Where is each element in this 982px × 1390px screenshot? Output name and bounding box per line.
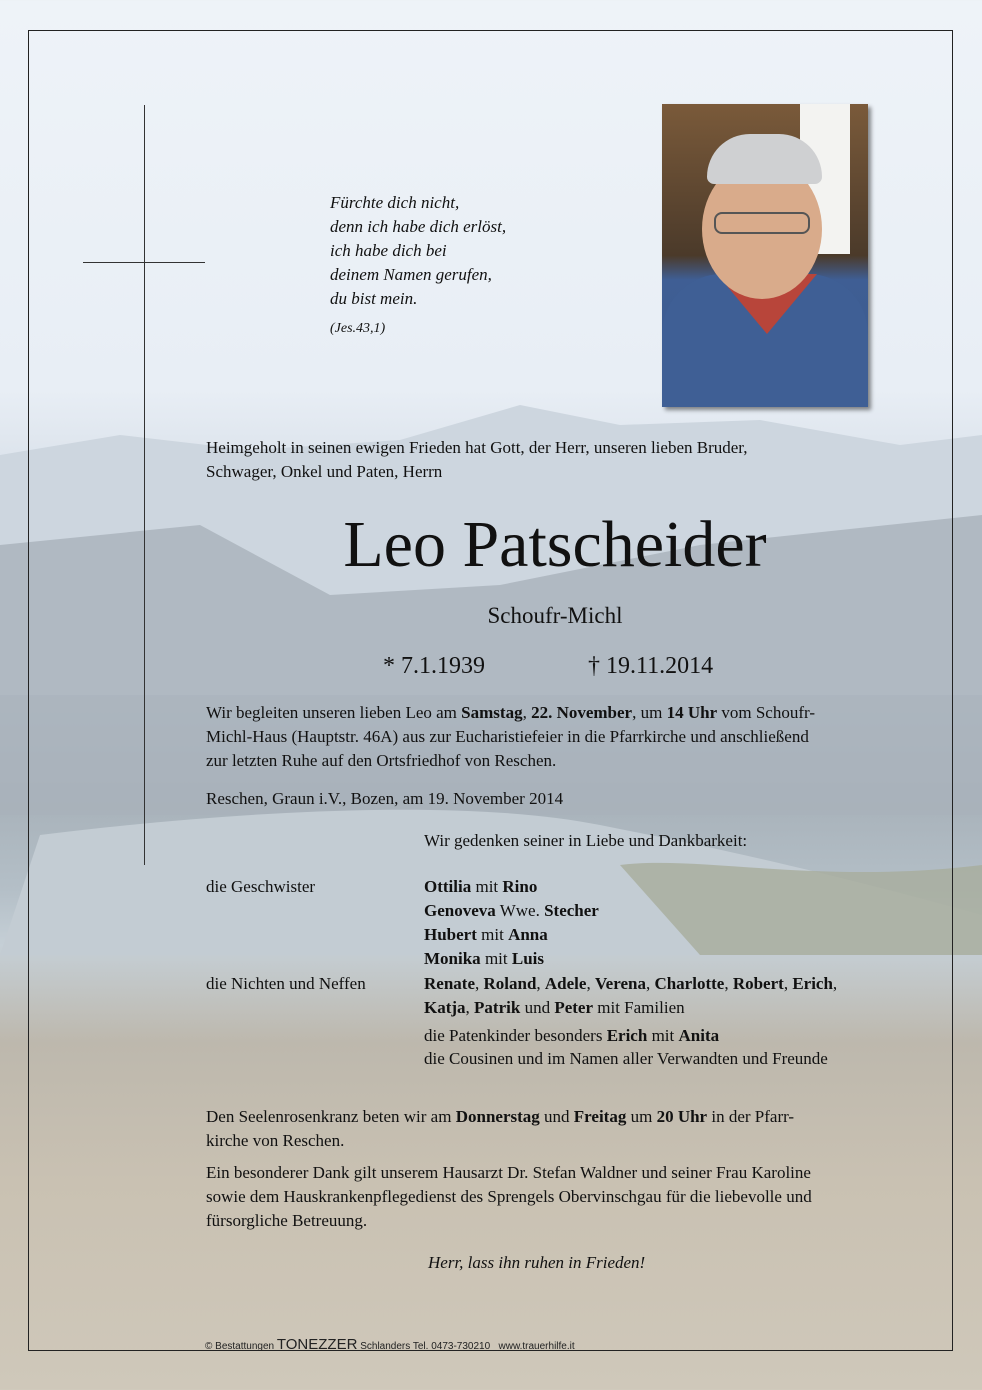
text-segment: , [465, 998, 475, 1017]
footer-brand: TONEZZER [276, 1336, 358, 1353]
text-segment: , [586, 974, 595, 993]
text-line [424, 996, 837, 1020]
text-segment: mit [647, 1026, 679, 1045]
quote-line: denn ich habe dich erlöst, [330, 217, 507, 236]
quote-line: du bist mein. [330, 289, 418, 308]
bold-text: Charlotte [654, 974, 725, 993]
text-segment: , [724, 974, 733, 993]
remembrance-line: Wir gedenken seiner in Liebe und Dankbarkeit: [424, 831, 748, 850]
text-segment: , [522, 703, 532, 722]
text-segment: , [832, 974, 838, 993]
text-segment: mit [480, 949, 512, 968]
text-segment: kirche von Reschen. [206, 1131, 345, 1150]
text-segment: und [539, 1107, 574, 1126]
cross-icon [144, 105, 145, 865]
text-segment: , [645, 974, 655, 993]
text-segment: vom Schoufr- [717, 703, 815, 722]
intro-text [206, 436, 748, 484]
godchildren-line [424, 1024, 719, 1048]
quote-line: Fürchte dich nicht, [330, 193, 460, 212]
text-line [424, 875, 599, 899]
funeral-text [206, 701, 815, 773]
quote-reference: (Jes.43,1) [330, 321, 386, 336]
bold-text: Renate [424, 974, 475, 993]
text-segment: , [536, 974, 545, 993]
text-segment: , [474, 974, 484, 993]
text-segment: Wir begleiten unseren lieben Leo am [206, 703, 462, 722]
nieces-label: die Nichten und Neffen [206, 974, 366, 993]
bold-text: Peter [554, 998, 594, 1017]
text-segment: , [783, 974, 793, 993]
bold-text: Verena [594, 974, 646, 993]
footer-prefix: Bestattungen [215, 1341, 275, 1352]
bible-quote [330, 191, 506, 341]
bold-text: Rino [502, 877, 538, 896]
thanks-line: fürsorgliche Betreuung. [206, 1211, 368, 1230]
death-date: † 19.11.2014 [588, 653, 714, 679]
cross-icon-bar [83, 262, 205, 263]
text-segment: mit [476, 925, 509, 944]
footer-website: www.trauerhilfe.it [498, 1341, 575, 1352]
text-line [206, 701, 815, 725]
bold-text: Erich [792, 974, 833, 993]
text-line [424, 899, 599, 923]
text-line [206, 749, 815, 773]
text-line [424, 923, 599, 947]
text-segment: Wwe. [495, 901, 545, 920]
bold-text: Genoveva [424, 901, 496, 920]
bold-text: Stecher [544, 901, 599, 920]
quote-line: ich habe dich bei [330, 241, 447, 260]
bold-text: 14 Uhr [666, 703, 718, 722]
bold-text: Ottilia [424, 877, 472, 896]
nickname: Schoufr-Michl [487, 603, 623, 628]
thanks-line: sowie dem Hauskrankenpflegedienst des Sprengels Obervinschgau für die liebevolle und [206, 1187, 812, 1206]
bold-text: Samstag [461, 703, 523, 722]
intro-line: Heimgeholt in seinen ewigen Frieden hat Gott, der Herr, unseren lieben Bruder, [206, 438, 748, 457]
place-date: Reschen, Graun i.V., Bozen, am 19. November 2014 [206, 789, 564, 808]
text-segment: Den Seelenrosenkranz beten wir am [206, 1107, 456, 1126]
intro-line: Schwager, Onkel und Paten, Herrn [206, 462, 443, 481]
bold-text: Robert [732, 974, 784, 993]
thanks-text [206, 1161, 812, 1233]
thanks-line: Ein besonderer Dank gilt unserem Hausarzt Dr. Stefan Waldner und seiner Frau Karoline [206, 1163, 811, 1182]
copyright-icon: © [205, 1341, 213, 1352]
bold-text: Roland [483, 974, 537, 993]
bold-text: Adele [544, 974, 587, 993]
text-segment: in der Pfarr- [707, 1107, 795, 1126]
bold-text: Luis [511, 949, 544, 968]
text-line [206, 1129, 794, 1153]
text-segment: zur letzten Ruhe auf den Ortsfriedhof von Reschen. [206, 751, 557, 770]
bold-text: Patrik [474, 998, 521, 1017]
bold-text: Monika [424, 949, 481, 968]
text-line [424, 972, 837, 996]
bold-text: 20 Uhr [656, 1107, 708, 1126]
nieces-list [424, 972, 837, 1020]
text-segment: und [520, 998, 555, 1017]
text-segment: die Patenkinder besonders [424, 1026, 607, 1045]
text-line [206, 1105, 794, 1129]
text-line [206, 725, 815, 749]
text-line [424, 1024, 719, 1048]
siblings-list [424, 875, 599, 971]
cousins-line: die Cousinen und im Namen aller Verwandten und Freunde [424, 1049, 828, 1068]
bold-text: 22. November [531, 703, 633, 722]
footer [205, 1336, 575, 1353]
bold-text: Donnerstag [455, 1107, 540, 1126]
text-segment: um [626, 1107, 657, 1126]
bold-text: Hubert [424, 925, 477, 944]
bold-text: Freitag [573, 1107, 627, 1126]
deceased-name: Leo Patscheider [343, 508, 767, 581]
text-segment: Michl-Haus (Hauptstr. 46A) aus zur Eucharistiefeier in die Pfarrkirche und anschließend [206, 727, 809, 746]
bold-text: Erich [606, 1026, 648, 1045]
text-segment: mit [471, 877, 503, 896]
bold-text: Anita [678, 1026, 720, 1045]
text-segment: mit Familien [593, 998, 685, 1017]
portrait-photo [662, 104, 868, 407]
bold-text: Anna [508, 925, 548, 944]
rosary-text [206, 1105, 794, 1153]
closing-line: Herr, lass ihn ruhen in Frieden! [428, 1253, 646, 1272]
text-line [424, 947, 599, 971]
bold-text: Katja [424, 998, 466, 1017]
footer-phone: Tel. 0473-730210 [412, 1341, 491, 1352]
text-segment: , um [632, 703, 667, 722]
birth-date: * 7.1.1939 [383, 653, 485, 679]
siblings-label: die Geschwister [206, 877, 316, 896]
footer-city: Schlanders [360, 1341, 411, 1352]
quote-line: deinem Namen gerufen, [330, 265, 492, 284]
